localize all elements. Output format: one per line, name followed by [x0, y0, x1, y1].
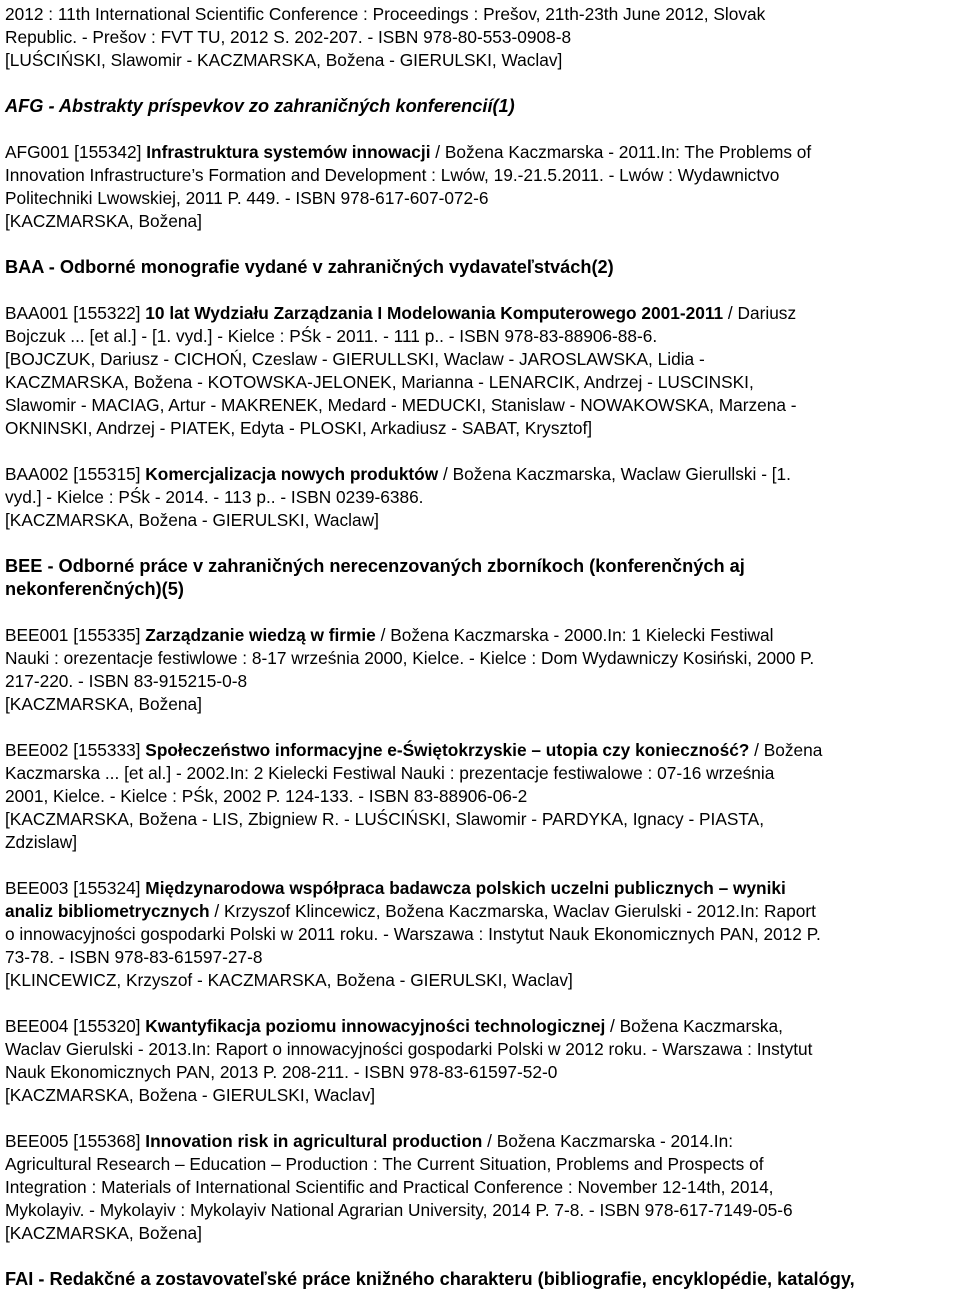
text-line: Republic. - Prešov : FVT TU, 2012 S. 202-207. - ISBN 978-80-553-0908-8	[5, 27, 572, 47]
entry-title: analiz bibliometrycznych	[5, 901, 210, 921]
entry-authors: KACZMARSKA, Božena - KOTOWSKA-JELONEK, Marianna - LENARCIK, Andrzej - LUSCINSKI,	[5, 372, 754, 392]
entry-authors: OKNINSKI, Andrzej - PIATEK, Edyta - PLOSKI, Arkadiusz - SABAT, Krysztof]	[5, 418, 593, 438]
entry-line: BEE004 [155320] Kwantyfikacja poziomu innowacyjności technologicznej / Božena Kaczmarska,	[5, 1016, 783, 1036]
entry-line: Integration : Materials of International Scientific and Practical Conference : November 12-14th, 2014,	[5, 1177, 774, 1197]
entry-authors: [BOJCZUK, Dariusz - CICHOŃ, Czeslaw - GIERULLSKI, Waclaw - JAROSLAWSKA, Lidia -	[5, 349, 705, 369]
entry-line: BEE005 [155368] Innovation risk in agricultural production / Božena Kaczmarska - 2014.In:	[5, 1131, 734, 1151]
entry-line: 217-220. - ISBN 83-915215-0-8	[5, 671, 248, 691]
section-heading-afg: AFG - Abstrakty príspevkov zo zahraničných konferencií(1)	[5, 96, 515, 116]
entry-authors: [KACZMARSKA, Božena]	[5, 211, 202, 231]
entry-line: Nauk Ekonomicznych PAN, 2013 P. 208-211. - ISBN 978-83-61597-52-0	[5, 1062, 558, 1082]
entry-line: Agricultural Research – Education – Production : The Current Situation, Problems and Prospects of	[5, 1154, 764, 1174]
entry-title: Międzynarodowa współpraca badawcza polskich uczelni publicznych – wyniki	[145, 878, 786, 898]
entry-bee005	[5, 1130, 957, 1245]
entry-line: BEE003 [155324] Międzynarodowa współpraca badawcza polskich uczelni publicznych – wyniki	[5, 878, 786, 898]
entry-title: 10 lat Wydziału Zarządzania I Modelowania Komputerowego 2001-2011	[145, 303, 724, 323]
entry-authors: Zdzislaw]	[5, 832, 78, 852]
entry-authors: [KACZMARSKA, Božena]	[5, 1223, 202, 1243]
text-line: 2012 : 11th International Scientific Conference : Proceedings : Prešov, 21th-23th June 2012, Slovak	[5, 4, 766, 24]
entry-title: Społeczeństwo informacyjne e-Świętokrzyskie – utopia czy konieczność?	[145, 740, 750, 760]
top-continuation-block	[5, 3, 957, 72]
entry-authors: [KLINCEWICZ, Krzyszof - KACZMARSKA, Božena - GIERULSKI, Waclav]	[5, 970, 573, 990]
text-line: [LUŚCIŃSKI, Slawomir - KACZMARSKA, Božena - GIERULSKI, Waclav]	[5, 50, 563, 70]
entry-bee003	[5, 877, 957, 992]
entry-bee001	[5, 624, 957, 716]
entry-line: Innovation Infrastructure’s Formation and Development : Lwów, 19.-21.5.2011. - Lwów : Wydawnictvo	[5, 165, 780, 185]
section-heading-bee: BEE - Odborné práce v zahraničných nerecenzovaných zborníkoch (konferenčných aj	[5, 556, 745, 576]
entry-authors: [KACZMARSKA, Božena]	[5, 694, 202, 714]
entry-title: Kwantyfikacja poziomu innowacyjności technologicznej	[145, 1016, 606, 1036]
entry-line: o innowacyjności gospodarki Polski w 2011 roku. - Warszawa : Instytut Nauk Ekonomicznych PAN, 2012 P.	[5, 924, 821, 944]
entry-line: 73-78. - ISBN 978-83-61597-27-8	[5, 947, 263, 967]
entry-line: BEE001 [155335] Zarządzanie wiedzą w firmie / Božena Kaczmarska - 2000.In: 1 Kielecki Festiwal	[5, 625, 774, 645]
entry-title: Infrastruktura systemów innowacji	[146, 142, 431, 162]
section-heading-fai: FAI - Redakčné a zostavovateľské práce knižného charakteru (bibliografie, encyklopédie, katalógy,	[5, 1269, 855, 1289]
entry-authors: [KACZMARSKA, Božena - LIS, Zbigniew R. - LUŚCIŃSKI, Slawomir - PARDYKA, Ignacy - PIASTA,	[5, 809, 764, 829]
entry-line: Nauki : orezentacje festiwlowe : 8-17 września 2000, Kielce. - Kielce : Dom Wydawniczy Kosiński, 2000 P.	[5, 648, 815, 668]
entry-line: Waclav Gierulski - 2013.In: Raport o innowacyjności gospodarki Polski w 2012 roku. - Warszawa : Instytut	[5, 1039, 813, 1059]
entry-line: BAA002 [155315] Komercjalizacja nowych produktów / Božena Kaczmarska, Waclaw Gierullski - [1.	[5, 464, 791, 484]
entry-bee002	[5, 739, 957, 854]
entry-baa001	[5, 302, 957, 440]
entry-line: analiz bibliometrycznych / Krzyszof Klincewicz, Božena Kaczmarska, Waclav Gierulski - 2012.In: Raport	[5, 901, 816, 921]
entry-line: Kaczmarska ... [et al.] - 2002.In: 2 Kielecki Festiwal Nauki : prezentacje festiwalowe : 07-16 września	[5, 763, 775, 783]
entry-line: AFG001 [155342] Infrastruktura systemów innowacji / Božena Kaczmarska - 2011.In: The Problems of	[5, 142, 812, 162]
entry-title: Zarządzanie wiedzą w firmie	[145, 625, 376, 645]
entry-authors: [KACZMARSKA, Božena - GIERULSKI, Waclaw]	[5, 510, 379, 530]
entry-line: BAA001 [155322] 10 lat Wydziału Zarządzania I Modelowania Komputerowego 2001-2011 / Dariusz	[5, 303, 797, 323]
entry-line: vyd.] - Kielce : PŚk - 2014. - 113 p.. - ISBN 0239-6386.	[5, 487, 424, 507]
entry-line: 2001, Kielce. - Kielce : PŚk, 2002 P. 124-133. - ISBN 83-88906-06-2	[5, 786, 528, 806]
entry-line: Mykolayiv. - Mykolayiv : Mykolayiv National Agrarian University, 2014 P. 7-8. - ISBN 978-617-7149-05-6	[5, 1200, 793, 1220]
entry-line: Politechniki Lwowskiej, 2011 P. 449. - ISBN 978-617-607-072-6	[5, 188, 489, 208]
entry-bee004	[5, 1015, 957, 1107]
section-heading-bee-cont: nekonferenčných)(5)	[5, 579, 184, 599]
entry-title: Komercjalizacja nowych produktów	[145, 464, 439, 484]
entry-title: Innovation risk in agricultural production	[145, 1131, 483, 1151]
entry-authors: [KACZMARSKA, Božena - GIERULSKI, Waclav]	[5, 1085, 376, 1105]
entry-line: Bojczuk ... [et al.] - [1. vyd.] - Kielce : PŚk - 2011. - 111 p.. - ISBN 978-83-88906-88-6.	[5, 326, 658, 346]
entry-baa002	[5, 463, 957, 532]
entry-line: BEE002 [155333] Społeczeństwo informacyjne e-Świętokrzyskie – utopia czy konieczność? / Božena	[5, 740, 823, 760]
entry-afg001	[5, 141, 957, 233]
entry-authors: Slawomir - MACIAG, Artur - MAKRENEK, Medard - MEDUCKI, Stanislaw - NOWAKOWSKA, Marzena -	[5, 395, 797, 415]
section-heading-baa: BAA - Odborné monografie vydané v zahraničných vydavateľstvách(2)	[5, 257, 614, 277]
